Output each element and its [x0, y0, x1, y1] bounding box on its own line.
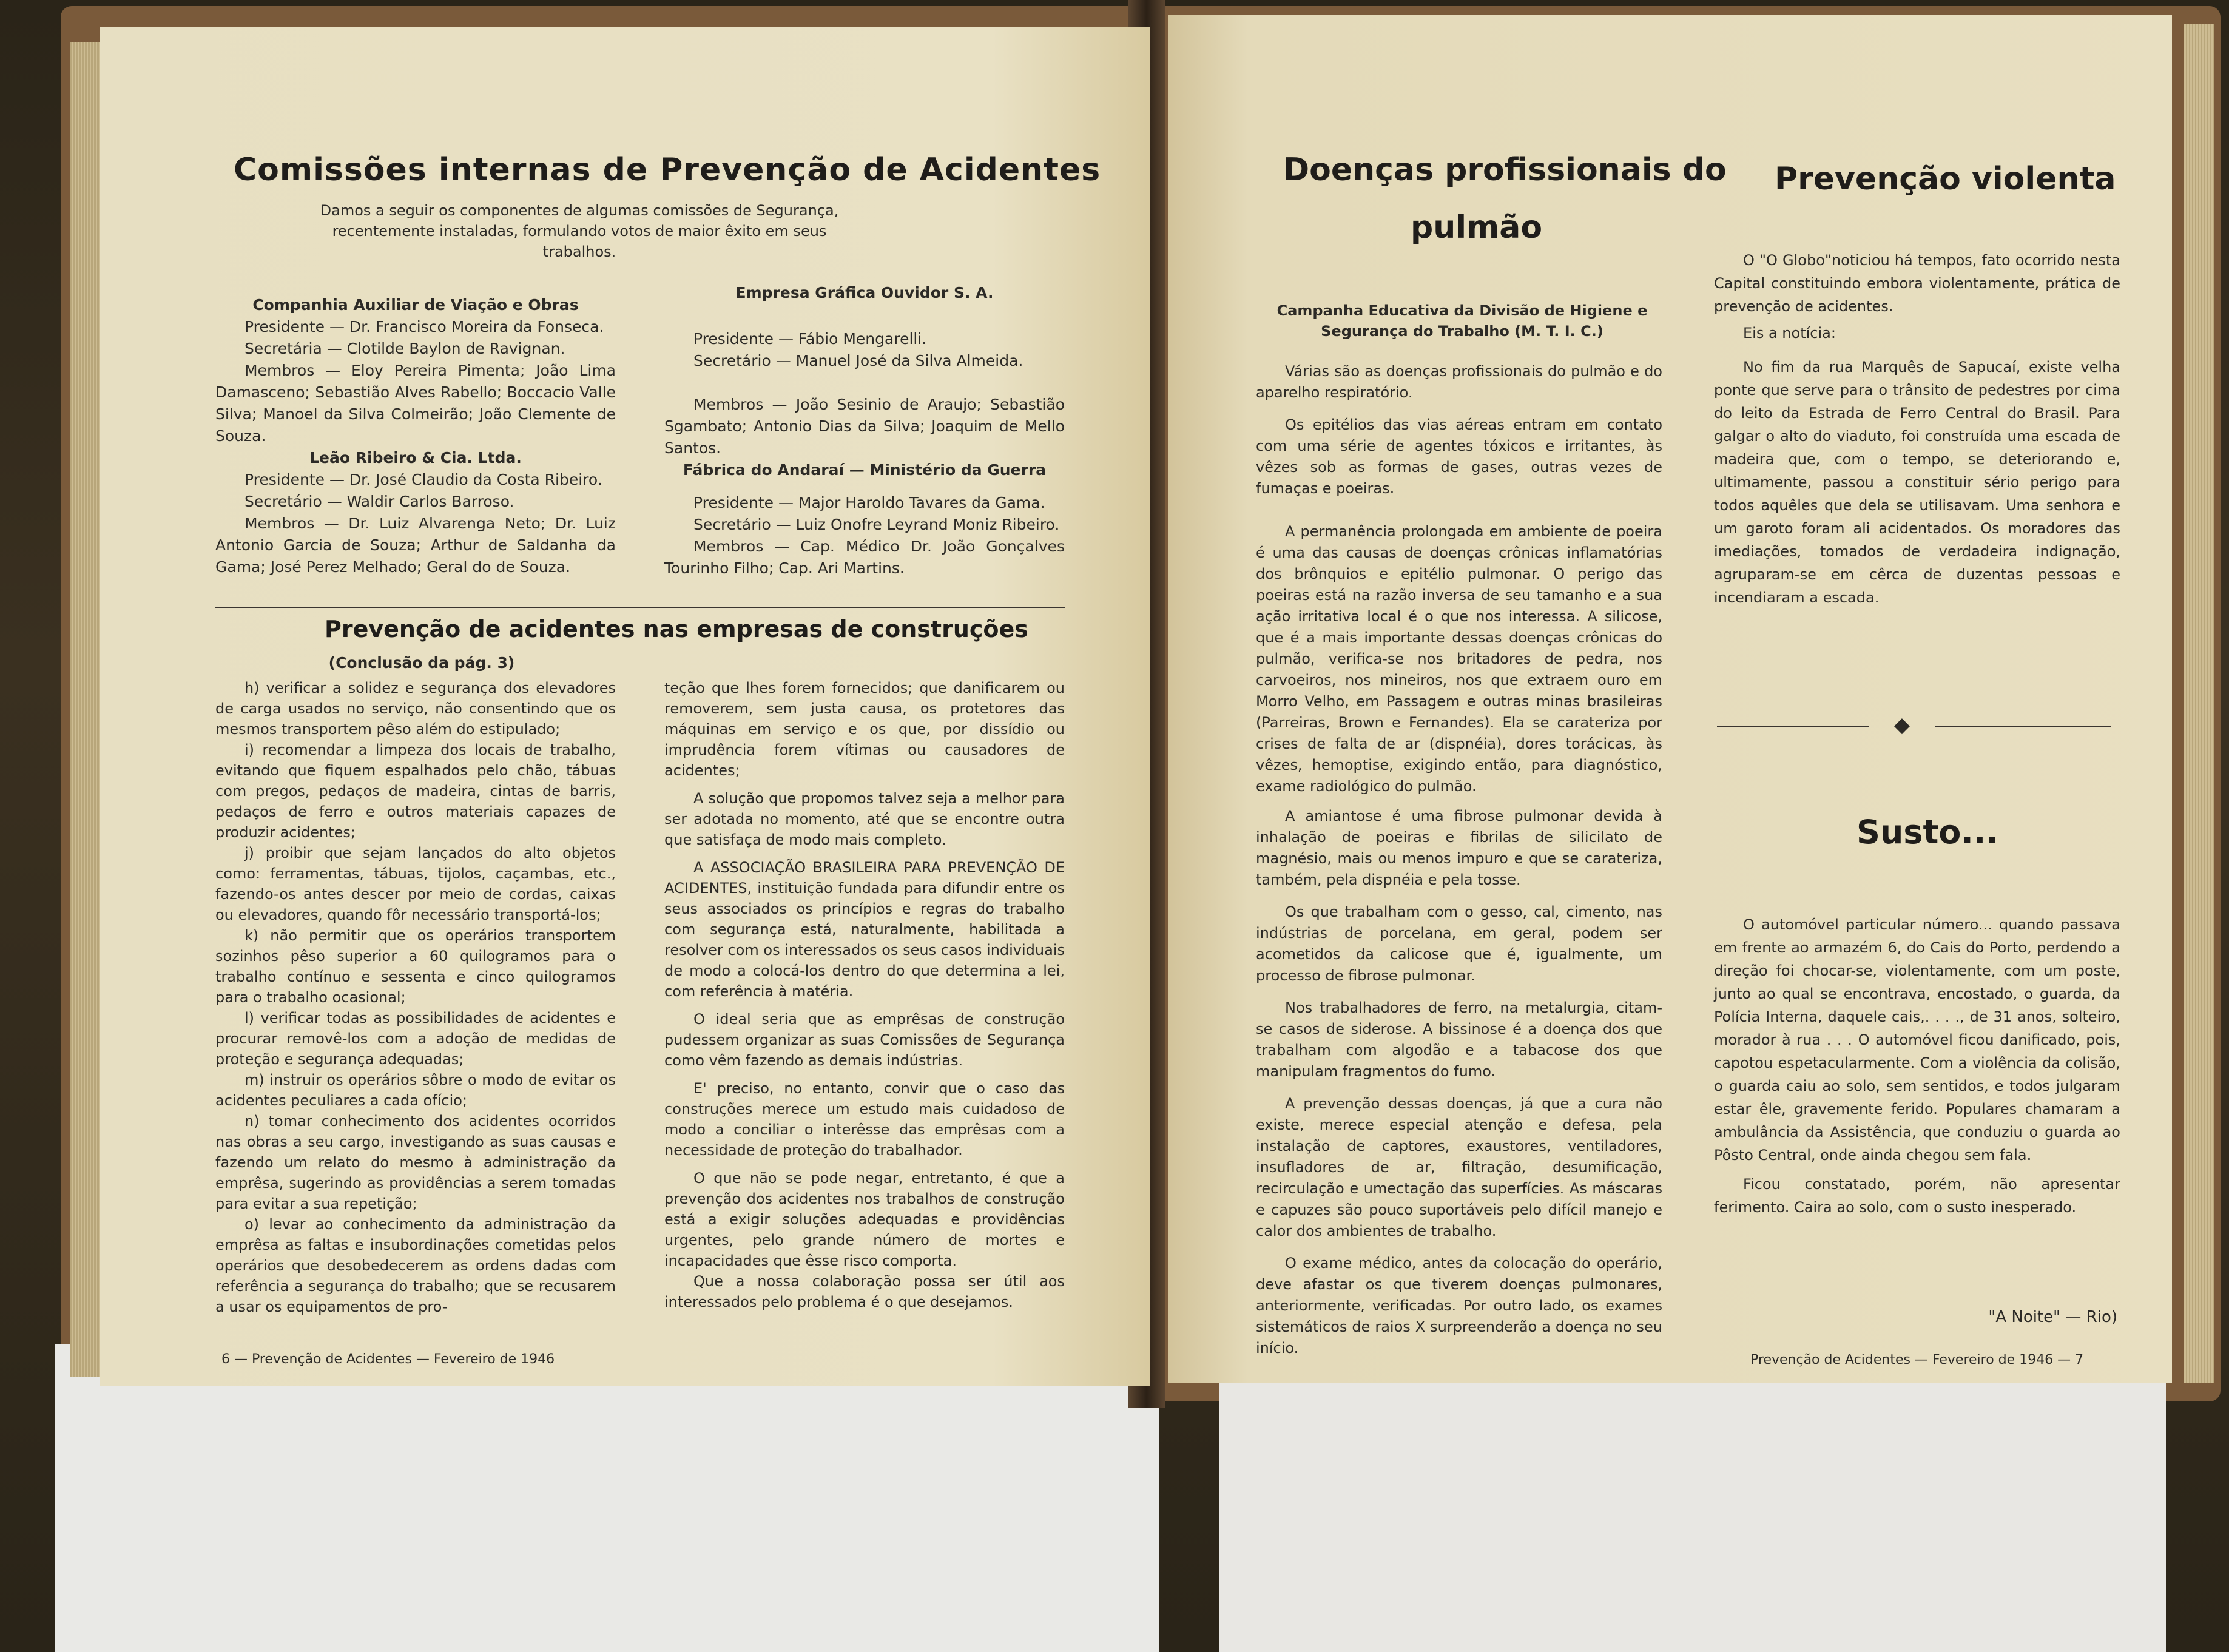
article-paragraph: Os que trabalham com o gesso, cal, cimento, nas indústrias de porcelana, em geral, podem ser acometidos da calicose que é, igualmente, um processo de fibrose pulmonar.: [1256, 903, 1662, 984]
company-name: Leão Ribeiro & Cia. Ltda.: [309, 449, 522, 467]
article-source: "A Noite" — Rio): [1988, 1308, 2117, 1326]
article-paragraph: Ficou constatado, porém, não apresentar ferimento. Caira ao solo, com o susto inesperado.: [1714, 1176, 2120, 1216]
article-paragraph: A solução que propomos talvez seja a melhor para ser adotada no momento, até que se encontre outra que satisfaça de modo mais completo.: [664, 790, 1065, 848]
committee-line: Presidente — Major Haroldo Tavares da Gama.: [693, 494, 1045, 511]
divider-left: [1717, 726, 1869, 727]
article-subtitle: Campanha Educativa da Divisão de Higiene e Segurança do Trabalho (M. T. I. C.): [1276, 302, 1648, 340]
article-paragraph: teção que lhes forem fornecidos; que danificarem ou removerem, sem justa causa, os protetores das máquinas em serviço e os que, por dissídio ou imprudência forem vítimas ou causadores de acidentes;: [664, 679, 1065, 779]
committee-line: Secretário — Luiz Onofre Leyrand Moniz Ribeiro.: [693, 516, 1060, 533]
committee-line: Secretária — Clotilde Baylon de Ravignan.: [244, 340, 565, 357]
page-edges-right: [2184, 24, 2214, 1383]
committee-line: Presidente — Dr. Francisco Moreira da Fonseca.: [244, 318, 604, 335]
article-paragraph: i) recomendar a limpeza dos locais de trabalho, evitando que fiquem espalhados pelo chão, tábuas com pregos, pedaços de madeira, cintas de barris, pedaços de ferro e outros materiais capazes de produzir acidentes;: [215, 741, 616, 841]
article-paragraph: j) proibir que sejam lançados do alto objetos como: ferramentas, tábuas, tijolos, caçambas, etc., fazendo-os antes descer por meio de cordas, caixas ou elevadores, quando fôr necessário transportá-los;: [215, 845, 616, 923]
article-paragraph: A ASSOCIAÇÃO BRASILEIRA PARA PREVENÇÃO DE ACIDENTES, instituição fundada para difundir entre os seus associados os princípios e regras do trabalho com segurança está, naturalmente, habilitada a resolver com os interessados os seus casos individuais de modo a colocá-los dentro do que determina a lei, com referência à matéria.: [664, 859, 1065, 1000]
article-column-1: [215, 678, 616, 1317]
article-paragraph: O ideal seria que as emprêsas de construção pudessem organizar as suas Comissões de Segurança como vêm fazendo as demais indústrias.: [664, 1011, 1065, 1069]
article-paragraph: O "O Globo"noticiou há tempos, fato ocorrido nesta Capital constituindo embora violentamente, prática de prevenção de acidentes.: [1714, 252, 2120, 315]
article-paragraph: Nos trabalhadores de ferro, na metalurgia, citam-se casos de siderose. A bissinose é a doença dos que trabalham com algodão e a tabacose dos que manipulam fragmentos do fumo.: [1256, 999, 1662, 1080]
article-paragraph: Os epitélios das vias aéreas entram em contato com uma série de agentes tóxicos e irritantes, às vêzes sob as formas de gases, outras vezes de fumaças e poeiras.: [1256, 416, 1662, 497]
article-paragraph: No fim da rua Marquês de Sapucaí, existe velha ponte que serve para o trânsito de pedestres por cima do leito da Estrada de Ferro Central do Brasil. Para galgar o alto do viaduto, foi construída uma escada de madeira que, com o tempo, se deteriorando e, ultimamente, passou a constituir sério perigo para todos aquêles que dela se utilisavam. Uma senhora e um garoto foram ali acidentados. Os moradores das imediações, tomados de verdadeira indignação, agruparam-se em cêrca de duzentas pessoas e incendiaram a escada.: [1714, 359, 2120, 606]
article-paragraph: O exame médico, antes da colocação do operário, deve afastar os que tiverem doenças pulmonares, anteriormente, verificadas. Por outro lado, os exames sistemáticos de raios X surpreenderão a doença no seu início.: [1256, 1255, 1662, 1357]
diamond-ornament: ◆: [1893, 713, 1910, 737]
article-paragraph: n) tomar conhecimento dos acidentes ocorridos nas obras a seu cargo, investigando as suas causas e fazendo um relato do mesmo à administração da emprêsa, sugerindo as providências a serem tomadas para evitar a sua repetição;: [215, 1113, 616, 1212]
committee-line: Membros — João Sesinio de Araujo; Sebastião Sgambato; Antonio Dias da Silva; Joaquim de Mello Santos.: [664, 396, 1065, 457]
right-page: [1168, 15, 2172, 1383]
article-paragraph: Eis a notícia:: [1743, 325, 1836, 342]
committee-line: Secretário — Waldir Carlos Barroso.: [244, 493, 514, 510]
white-backing-left: [55, 1344, 1159, 1652]
article-column-2: [664, 678, 1065, 1312]
committee-line: Secretário — Manuel José da Silva Almeida.: [693, 352, 1023, 369]
committees-column-2: [664, 282, 1065, 579]
page-footer: 6 — Prevenção de Acidentes — Fevereiro de 1946: [221, 1352, 555, 1367]
article-title-line-2: pulmão: [1411, 209, 1543, 246]
article-paragraph: A permanência prolongada em ambiente de poeira é uma das causas de doenças crônicas inflamatórias dos brônquios e epitélio pulmonar. O perigo das poeiras está na razão inversa de seu tamanho e a sua ação irritativa local é o que nos interessa. A silicose, que é a mais importante dessas doenças crônicas do pulmão, verifica-se nos britadores de pedra, nos carvoeiros, nos mineiros, nos que extraem ouro em Morro Velho, em Passagem e outras minas brasileiras (Parreiras, Brown e Fernandes). Ela se carateriza por crises de falta de ar (dispnéia), dores torácicas, às vêzes, hemoptise, exigindo então, para diagnóstico, exame radiológico do pulmão.: [1256, 523, 1662, 795]
white-backing-right: [1219, 1377, 2166, 1652]
article-subtitle: (Conclusão da pág. 3): [328, 654, 515, 672]
article-title: Prevenção de acidentes nas empresas de construções: [325, 616, 1028, 642]
article-paragraph: Que a nossa colaboração possa ser útil aos interessados pelo problema é o que desejamos.: [664, 1273, 1065, 1310]
company-name: Empresa Gráfica Ouvidor S. A.: [735, 284, 994, 302]
article-paragraph: o) levar ao conhecimento da administração da emprêsa as faltas e insubordinações cometidas pelos operários que desobedecerem as ordens dadas com referência a segurança do trabalho; que se recusarem a usar os equipamentos de pro-: [215, 1216, 616, 1315]
company-name: Fábrica do Andaraí — Ministério da Guerra: [683, 461, 1047, 479]
article-paragraph: k) não permitir que os operários transportem sozinhos pêso superior a 60 quilogramos para o trabalho contínuo e sessenta e cinco quilogramos para o trabalho ocasional;: [215, 927, 616, 1006]
committee-line: Membros — Dr. Luiz Alvarenga Neto; Dr. Luiz Antonio Garcia de Souza; Arthur de Saldanha da Gama; José Perez Melhado; Geral do de Souza.: [215, 514, 616, 576]
company-name: Companhia Auxiliar de Viação e Obras: [252, 296, 579, 314]
left-page: [100, 27, 1150, 1386]
article-paragraph: A prevenção dessas doenças, já que a cura não existe, merece especial atenção e defesa, pela instalação de captores, exaustores, ventiladores, insufladores de ar, filtração, desumificação, recirculação e umectação das superfícies. As máscaras e capuzes são pouco suportáveis pelo difícil manejo e calor dos ambientes de trabalho.: [1256, 1095, 1662, 1239]
article-column: [1256, 361, 1662, 1359]
committees-column-1: [215, 294, 616, 578]
intro-text: Damos a seguir os componentes de algumas comissões de Segurança, recentemente instaladas, formulando votos de maior êxito em seus trabalhos.: [320, 202, 839, 260]
committee-line: Membros — Eloy Pereira Pimenta; João Lima Damasceno; Sebastião Alves Rabello; Boccacio Valle Silva; Manoel da Silva Colmeirão; João Clemente de Souza.: [215, 362, 616, 445]
article-title: Doenças profissionais do: [1283, 152, 1727, 188]
article-paragraph: O automóvel particular número... quando passava em frente ao armazém 6, do Cais do Porto, perdendo a direção foi chocar-se, violentamente, com um poste, junto ao qual se encontrava, encostado, o guarda, da Polícia Interna, daquele cais,. . . ., de 31 anos, solteiro, morador à rua . . . O automóvel ficou danificado, pois, capotou espetacularmente. Com a violência da colisão, o guarda caiu ao solo, sem sentidos, e todos julgaram estar êle, gravemente ferido. Populares chamaram a ambulância da Assistência, que conduziu o guarda ao Pôsto Central, onde ainda chegou sem fala.: [1714, 916, 2120, 1164]
divider-right: [1935, 726, 2111, 727]
article-paragraph: E' preciso, no entanto, convir que o caso das construções merece um estudo mais cuidadoso de modo a conciliar o interêsse das emprêsas com a necessidade de proteção do trabalhador.: [664, 1080, 1065, 1159]
article-title: Susto...: [1856, 813, 1998, 851]
article-title: Prevenção violenta: [1775, 161, 2116, 197]
section-divider: [215, 607, 1065, 608]
article-paragraph: Várias são as doenças profissionais do pulmão e do aparelho respiratório.: [1256, 363, 1662, 401]
page-title: Comissões internas de Prevenção de Acidentes: [234, 152, 1101, 188]
committee-line: Presidente — Dr. José Claudio da Costa Ribeiro.: [244, 471, 602, 488]
article-column: [1714, 249, 2120, 609]
article-paragraph: m) instruir os operários sôbre o modo de evitar os acidentes peculiares a cada ofício;: [215, 1071, 616, 1109]
article-column: [1714, 913, 2120, 1219]
article-paragraph: A amiantose é uma fibrose pulmonar devida à inhalação de poeiras e fibrilas de silicilato de magnésio, mais ou menos impuro e que se carateriza, também, pela dispnéia e pela tosse.: [1256, 807, 1662, 888]
committee-line: Membros — Cap. Médico Dr. João Gonçalves Tourinho Filho; Cap. Ari Martins.: [664, 538, 1065, 577]
article-paragraph: h) verificar a solidez e segurança dos elevadores de carga usados no serviço, não consentindo que os mesmos transportem pêso além do estipulado;: [215, 679, 616, 738]
page-edges-left: [70, 42, 100, 1377]
article-paragraph: O que não se pode negar, entretanto, é que a prevenção dos acidentes nos trabalhos de construção está a exigir soluções adequadas e providências urgentes, pelo grande número de mortes e incapacidades que êsse risco comporta.: [664, 1170, 1065, 1269]
committee-line: Presidente — Fábio Mengarelli.: [693, 330, 927, 348]
article-paragraph: l) verificar todas as possibilidades de acidentes e procurar removê-los com a adoção de medidas de proteção e segurança adequadas;: [215, 1010, 616, 1068]
page-footer: Prevenção de Acidentes — Fevereiro de 1946 — 7: [1750, 1352, 2084, 1367]
